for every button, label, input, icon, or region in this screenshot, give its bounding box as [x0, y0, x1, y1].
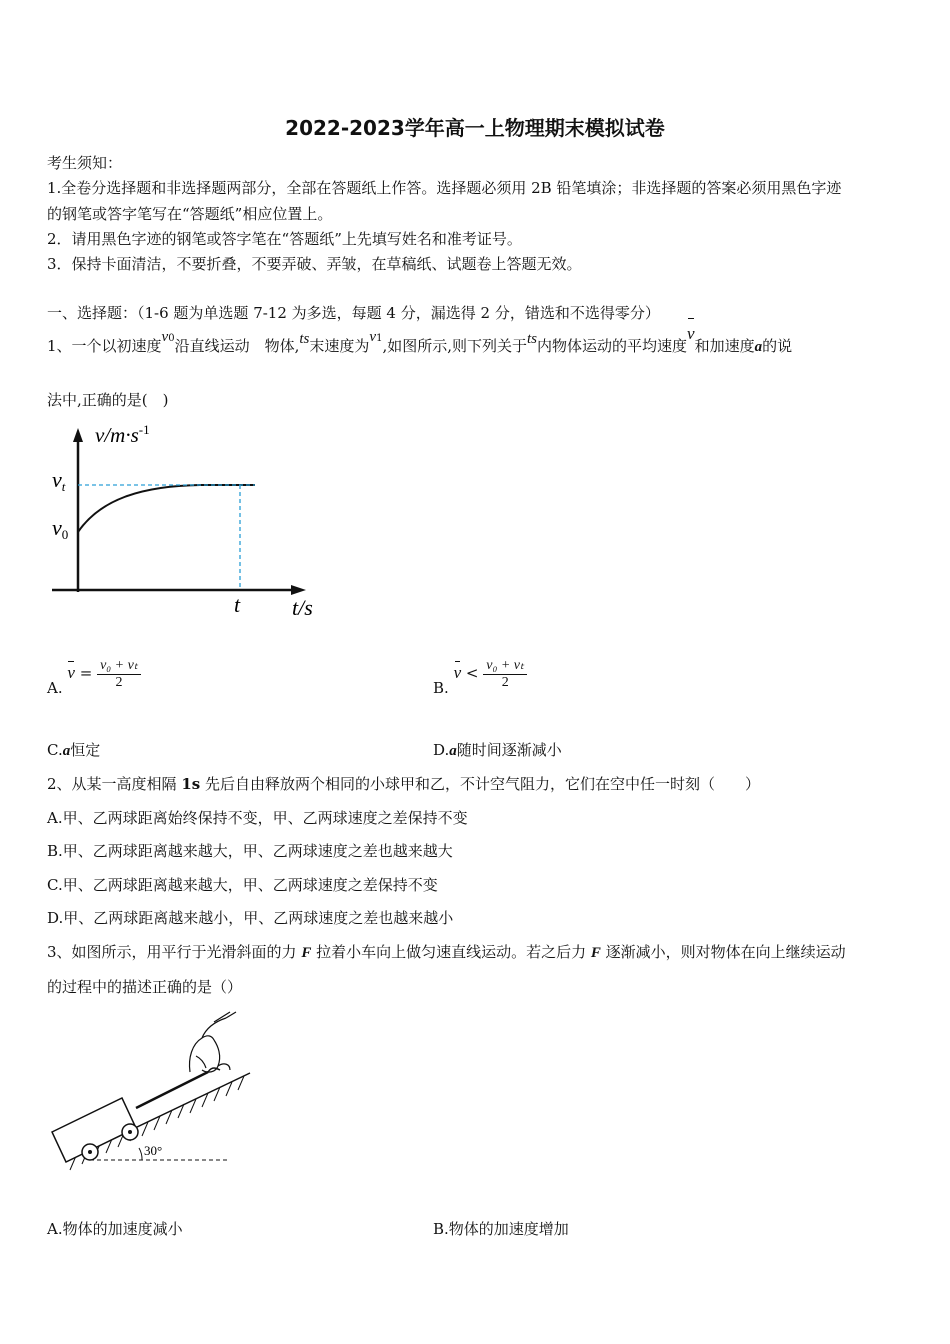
option-2d: D.甲、乙两球距离越来越小，甲、乙两球速度之差也越来越小 [47, 909, 454, 927]
page-title: 2022-2023学年高一上物理期末模拟试卷 [285, 116, 665, 140]
velocity-curve [78, 485, 255, 532]
y-axis-label: $v/m\cdot s^{-1}$ [95, 422, 150, 447]
option-1d: D.a随时间逐渐减小 [433, 741, 562, 759]
option-3b: B.物体的加速度增加 [433, 1220, 569, 1238]
y-axis-arrow [73, 428, 83, 442]
notice-item-1-cont: 的钢笔或答字笔写在“答题纸”相应位置上。 [47, 205, 333, 223]
option-3a: A.物体的加速度减小 [47, 1220, 183, 1238]
notice-item-1: 1.全卷分选择题和非选择题两部分，全部在答题纸上作答。选择题必须用 2B 铅笔填涂；非选择题的答案必须用黑色字迹 [47, 179, 842, 197]
question-3-stem: 3、如图所示，用平行于光滑斜面的力 F 拉着小车向上做匀速直线运动。若之后力 F 逐渐减小，则对物体在向上继续运动 [47, 943, 846, 961]
velocity-time-graph [40, 420, 340, 625]
notice-item-2: 2．请用黑色字迹的钢笔或答字笔在“答题纸”上先填写姓名和准考证号。 [47, 230, 522, 248]
option-2a: A.甲、乙两球距离始终保持不变，甲、乙两球速度之差保持不变 [47, 809, 468, 827]
v0-label: v0 [52, 515, 69, 542]
question-1-stem: 1、一个以初速度v0沿直线运动 物体,ts末速度为v1,如图所示,则下列关于ts内物体运动的平均速度v和加速度a的说 [47, 332, 792, 363]
vt-label: vt [52, 467, 66, 494]
notice-item-3: 3．保持卡面清洁，不要折叠，不要弄破、弄皱，在草稿纸、试题卷上答题无效。 [47, 255, 582, 273]
angle-arc [139, 1148, 142, 1160]
hand-icon [190, 1018, 231, 1072]
option-1c: C.a恒定 [47, 741, 101, 759]
question-2-stem: 2、从某一高度相隔 1s 先后自由释放两个相同的小球甲和乙，不计空气阻力，它们在空中任一时刻（ ） [47, 775, 760, 793]
option-1b: B. v < $\frac{\text{v₀ + vₜ}}{2}$ [433, 657, 527, 691]
notice-heading: 考生须知： [47, 154, 123, 172]
mean-velocity-symbol: v [687, 320, 695, 348]
option-2c: C.甲、乙两球距离越来越大，甲、乙两球速度之差保持不变 [47, 876, 438, 894]
x-axis-label: t/s [292, 595, 313, 620]
option-2b: B.甲、乙两球距离越来越大，甲、乙两球速度之差也越来越大 [47, 842, 453, 860]
incline-cart-figure [40, 1010, 270, 1185]
section-heading: 一、选择题：（1-6 题为单选题 7-12 为多选，每题 4 分，漏选得 2 分，错选和不选得零分） [47, 304, 660, 322]
t-label: t [234, 592, 241, 617]
angle-label: 30° [144, 1143, 163, 1158]
option-1a: A. v = $\frac{\text{v₀ + vₜ}}{2}$ [47, 657, 141, 691]
x-axis-arrow [291, 585, 306, 595]
pull-rope [136, 1072, 208, 1108]
question-1-stem-cont: 法中,正确的是( ) [47, 391, 169, 409]
question-3-stem-cont: 的过程中的描述正确的是（） [47, 978, 243, 996]
